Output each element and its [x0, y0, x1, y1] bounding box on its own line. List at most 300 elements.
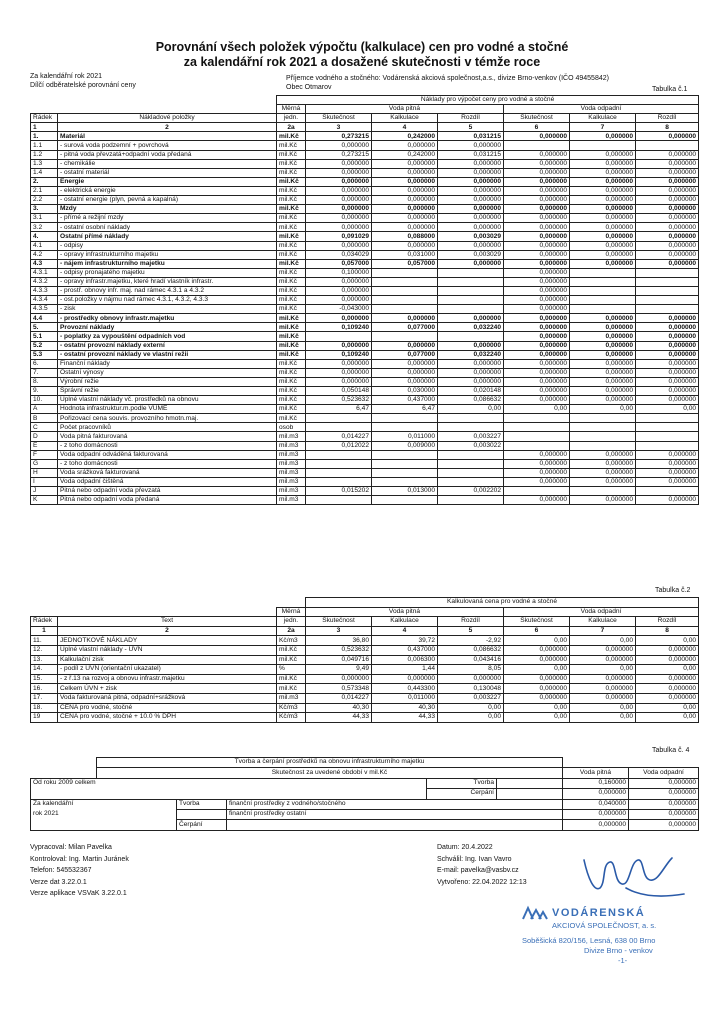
item-text: - z ř.13 na rozvoj a obnovu infrastr.majetku — [58, 674, 277, 684]
value: 0,000000 — [636, 232, 699, 241]
value: 0,000000 — [306, 168, 372, 177]
row-number: 15. — [31, 674, 58, 684]
value: 0,000000 — [438, 259, 504, 268]
unit: mil.Kč — [277, 159, 306, 168]
value: 0,000000 — [438, 674, 504, 684]
unit: mil.Kč — [277, 223, 306, 232]
item-text: CENA pro vodné, stočné + 10.0 % DPH — [58, 713, 277, 723]
row-number: 5.2 — [31, 341, 58, 350]
value — [438, 423, 504, 432]
value: 0,000000 — [438, 186, 504, 195]
value — [438, 305, 504, 314]
value: 0,088000 — [372, 232, 438, 241]
value: 0,130048 — [438, 684, 504, 694]
col-number: 5 — [438, 626, 504, 636]
value: 0,000000 — [438, 168, 504, 177]
drinking-water-header: Voda pitná — [306, 607, 504, 617]
value: 0,00 — [636, 703, 699, 713]
row-number: 10. — [31, 396, 58, 405]
value: 0,032240 — [438, 323, 504, 332]
value: 0,000000 — [504, 232, 570, 241]
value: 0,000000 — [504, 450, 570, 459]
value: 0,000000 — [570, 368, 636, 377]
value: 0,000000 — [372, 196, 438, 205]
row-number: 1.3 — [31, 159, 58, 168]
value: 0,000000 — [636, 241, 699, 250]
value — [570, 277, 636, 286]
value: 0,030000 — [372, 387, 438, 396]
unit: mil.Kč — [277, 323, 306, 332]
waste-water-header: Voda odpadní — [504, 607, 699, 617]
value — [438, 496, 504, 505]
value: 0,000000 — [629, 820, 699, 830]
value: 0,000000 — [504, 286, 570, 295]
value: 0,077000 — [372, 323, 438, 332]
value: 0,000000 — [372, 177, 438, 186]
value: 0,000000 — [504, 241, 570, 250]
table-row — [31, 286, 699, 295]
waste-water-header: Voda odpadní — [504, 105, 699, 114]
value: 0,000000 — [438, 177, 504, 186]
value: 0,00 — [570, 703, 636, 713]
value: 0,000000 — [570, 341, 636, 350]
value: 0,000000 — [563, 820, 629, 830]
company-stamp — [522, 905, 712, 966]
value: 0,00 — [636, 665, 699, 675]
value — [372, 423, 438, 432]
value: 0,050148 — [306, 387, 372, 396]
value: 6,47 — [372, 405, 438, 414]
value: 0,000000 — [636, 186, 699, 195]
value: 0,000000 — [636, 350, 699, 359]
row-number: K — [31, 496, 58, 505]
value: 0,000000 — [504, 387, 570, 396]
value — [438, 459, 504, 468]
unit: mil.Kč — [277, 168, 306, 177]
value: 0,000000 — [504, 655, 570, 665]
value: 0,000000 — [372, 141, 438, 150]
value: 0,000000 — [504, 459, 570, 468]
value — [372, 450, 438, 459]
value: 0,000000 — [629, 799, 699, 809]
col-number: 3 — [306, 123, 372, 132]
value: 0,000000 — [636, 214, 699, 223]
stamp-company-name: VODÁRENSKÁ — [552, 907, 646, 919]
unit: Kč/m3 — [277, 703, 306, 713]
table-row — [31, 459, 699, 468]
row-number: B — [31, 414, 58, 423]
table-row — [31, 441, 699, 450]
value: 0,000000 — [636, 314, 699, 323]
table-row — [31, 314, 699, 323]
difference-header: Rozdíl — [636, 114, 699, 123]
value: 0,000000 — [570, 645, 636, 655]
value: 0,020148 — [438, 387, 504, 396]
cost-table — [30, 95, 699, 505]
value: 0,091029 — [306, 232, 372, 241]
value: 0,000000 — [570, 150, 636, 159]
value: 44,33 — [372, 713, 438, 723]
row-number: 5. — [31, 323, 58, 332]
row-number: F — [31, 450, 58, 459]
value: 0,031215 — [438, 132, 504, 141]
value: 0,000000 — [563, 809, 629, 819]
unit: mil.Kč — [277, 232, 306, 241]
value — [504, 141, 570, 150]
unit: mil.m3 — [277, 450, 306, 459]
value: 0,000000 — [504, 674, 570, 684]
value: 0,000000 — [438, 214, 504, 223]
row-number: 3. — [31, 205, 58, 214]
unit: mil.Kč — [277, 305, 306, 314]
value: 0,000000 — [636, 205, 699, 214]
item-text: - prostř. obnovy infr. maj. nad rámec 4.3.1 a 4.3.2 — [58, 286, 277, 295]
table-row — [31, 468, 699, 477]
value — [636, 277, 699, 286]
item-text: - z toho domácnosti — [58, 441, 277, 450]
value — [372, 332, 438, 341]
value — [306, 414, 372, 423]
value: 0,00 — [636, 713, 699, 723]
value: 0,000000 — [570, 132, 636, 141]
unit-header-1: Měrná — [277, 607, 306, 617]
value — [504, 441, 570, 450]
table-row — [31, 196, 699, 205]
value — [570, 441, 636, 450]
checked-by: Kontroloval: Ing. Martin Juránek — [30, 855, 129, 863]
value: 0,000000 — [504, 132, 570, 141]
value: 0,077000 — [372, 350, 438, 359]
item-text: - pitná voda převzatá+odpadní voda předaná — [58, 150, 277, 159]
item-text: Správní režie — [58, 387, 277, 396]
unit: mil.m3 — [277, 693, 306, 703]
row-number: 2.1 — [31, 186, 58, 195]
value: 0,00 — [438, 405, 504, 414]
value: 0,000000 — [570, 196, 636, 205]
value: 0,000000 — [570, 359, 636, 368]
value — [636, 305, 699, 314]
value: 0,000000 — [636, 159, 699, 168]
col-number: 3 — [306, 626, 372, 636]
value: 0,00 — [504, 405, 570, 414]
row-number: 4.3 — [31, 259, 58, 268]
unit: mil.Kč — [277, 196, 306, 205]
col-number: 1 — [31, 626, 58, 636]
table-row — [31, 387, 699, 396]
item-text: Úplné vlastní náklady - ÚVN — [58, 645, 277, 655]
value: 0,000000 — [372, 368, 438, 377]
value — [438, 477, 504, 486]
value: 0,109240 — [306, 350, 372, 359]
value: 44,33 — [306, 713, 372, 723]
value: 0,000000 — [636, 468, 699, 477]
value — [636, 141, 699, 150]
value: 0,000000 — [372, 377, 438, 386]
value: 0,000000 — [372, 359, 438, 368]
value: 0,000000 — [306, 241, 372, 250]
item-text: - ostatní osobní náklady — [58, 223, 277, 232]
creation-label: Tvorba — [427, 778, 497, 788]
value: 0,057000 — [372, 259, 438, 268]
actual-header: Skutečnost — [306, 114, 372, 123]
row-number: 5.3 — [31, 350, 58, 359]
col-number: 2a — [277, 123, 306, 132]
value: 0,000000 — [306, 359, 372, 368]
value: 0,000000 — [438, 205, 504, 214]
value: 0,100000 — [306, 268, 372, 277]
row-number: 19 — [31, 713, 58, 723]
value — [372, 459, 438, 468]
value: 0,00 — [636, 636, 699, 646]
value: 0,014227 — [306, 693, 372, 703]
col-number: 4 — [372, 626, 438, 636]
difference-header: Rozdíl — [438, 617, 504, 627]
value: 0,049716 — [306, 655, 372, 665]
renewal-subcaption: Skutečnost za uvedené období v mil.Kč — [97, 768, 563, 778]
unit: mil.m3 — [277, 432, 306, 441]
value: 0,000000 — [636, 459, 699, 468]
item-text: Kalkulační zisk — [58, 655, 277, 665]
unit: mil.Kč — [277, 368, 306, 377]
difference-header: Rozdíl — [636, 617, 699, 627]
table-row — [31, 487, 699, 496]
table-1-number: Tabulka č.1 — [652, 86, 688, 93]
value — [504, 414, 570, 423]
app-version: Verze aplikace VSVaK 3.22.0.1 — [30, 890, 127, 897]
value: 0,000000 — [306, 186, 372, 195]
unit: mil.Kč — [277, 141, 306, 150]
item-text: Pitná nebo odpadní voda převzatá — [58, 487, 277, 496]
value: 0,000000 — [636, 684, 699, 694]
unit: mil.m3 — [277, 477, 306, 486]
unit: Kč/m3 — [277, 713, 306, 723]
unit: mil.Kč — [277, 332, 306, 341]
value: 0,000000 — [504, 314, 570, 323]
col-number: 7 — [570, 626, 636, 636]
value: 0,000000 — [504, 323, 570, 332]
table-row — [31, 150, 699, 159]
value: 0,000000 — [570, 387, 636, 396]
row-number: 1.1 — [31, 141, 58, 150]
value: 0,523632 — [306, 396, 372, 405]
row-number: A — [31, 405, 58, 414]
item-text: - surová voda podzemní + povrchová — [58, 141, 277, 150]
value: 0,003227 — [438, 432, 504, 441]
value: 0,000000 — [504, 214, 570, 223]
value — [570, 141, 636, 150]
unit: mil.Kč — [277, 277, 306, 286]
item-text: Výrobní režie — [58, 377, 277, 386]
row-number: 5.1 — [31, 332, 58, 341]
item-text: Počet pracovníků — [58, 423, 277, 432]
value: 0,000000 — [306, 141, 372, 150]
row-number: 16. — [31, 684, 58, 694]
item-text: Pitná nebo odpadní voda předaná — [58, 496, 277, 505]
table-row — [31, 684, 699, 694]
value: 0,000000 — [629, 789, 699, 799]
value: 0,000000 — [504, 268, 570, 277]
unit: mil.Kč — [277, 350, 306, 359]
value: 0,000000 — [306, 223, 372, 232]
value: 0,000000 — [372, 214, 438, 223]
value: 0,000000 — [306, 314, 372, 323]
item-text: Úplné vlastní náklady vč. prostředků na obnovu — [58, 396, 277, 405]
item-text: - z toho domácnosti — [58, 459, 277, 468]
item-text: Voda srážková fakturovaná — [58, 468, 277, 477]
value: 0,443300 — [372, 684, 438, 694]
unit: mil.m3 — [277, 496, 306, 505]
value: 40,30 — [306, 703, 372, 713]
calculation-header: Kalkulace — [372, 114, 438, 123]
table-row — [31, 713, 699, 723]
value: 0,000000 — [636, 332, 699, 341]
value: 0,000000 — [306, 277, 372, 286]
actual-header: Skutečnost — [504, 114, 570, 123]
table-row — [31, 232, 699, 241]
stamp-division: Divize Brno - venkov — [584, 946, 653, 955]
value: 0,000000 — [636, 323, 699, 332]
value — [636, 487, 699, 496]
item-text: - prostředky obnovy infrastr.majetku — [58, 314, 277, 323]
value: 0,057000 — [306, 259, 372, 268]
value: 0,000000 — [636, 250, 699, 259]
item-text: CENA pro vodné, stočné — [58, 703, 277, 713]
row-number: 7. — [31, 368, 58, 377]
value: 0,242000 — [372, 132, 438, 141]
unit: mil.Kč — [277, 177, 306, 186]
item-text: Provozní náklady — [58, 323, 277, 332]
table-row — [31, 350, 699, 359]
spending-label: Čerpání — [427, 789, 497, 799]
value: 0,011000 — [372, 432, 438, 441]
value: 0,000000 — [504, 368, 570, 377]
table-row — [31, 432, 699, 441]
item-text: Voda odpadní odváděná fakturovaná — [58, 450, 277, 459]
row-number: 11. — [31, 636, 58, 646]
value: 0,000000 — [372, 168, 438, 177]
item-text: Celkem ÚVN + zisk — [58, 684, 277, 694]
item-text: - opravy infrastr.majetku, které hradí vlastník infrastr. — [58, 277, 277, 286]
value: 0,000000 — [570, 693, 636, 703]
table-row — [31, 396, 699, 405]
unit: mil.Kč — [277, 132, 306, 141]
value: 0,000000 — [570, 396, 636, 405]
col-number: 8 — [636, 123, 699, 132]
water-logo-icon — [522, 905, 548, 921]
value: 0,043416 — [438, 655, 504, 665]
value: 0,242000 — [372, 150, 438, 159]
value: 0,000000 — [570, 159, 636, 168]
value: 0,000000 — [438, 223, 504, 232]
item-text: - přímé a režijní mzdy — [58, 214, 277, 223]
value — [306, 332, 372, 341]
value — [372, 496, 438, 505]
value: 9,49 — [306, 665, 372, 675]
funds-other: finanční prostředky ostatní — [227, 809, 563, 819]
table-row — [31, 323, 699, 332]
item-text: - opravy infrastrukturního majetku — [58, 250, 277, 259]
value: 0,000000 — [438, 359, 504, 368]
value: 0,000000 — [570, 314, 636, 323]
item-text: - podíl z ÚVN (orientační ukazatel) — [58, 665, 277, 675]
row-number: 4.2 — [31, 250, 58, 259]
value — [570, 296, 636, 305]
unit: osob — [277, 423, 306, 432]
value — [372, 296, 438, 305]
item-text: - elektrická energie — [58, 186, 277, 195]
value: 0,000000 — [306, 368, 372, 377]
unit: mil.Kč — [277, 396, 306, 405]
email: E-mail: pavelka@vasbv.cz — [437, 867, 519, 874]
row-number: 13. — [31, 655, 58, 665]
value: 0,000000 — [438, 377, 504, 386]
value: 0,002202 — [438, 487, 504, 496]
drinking-water-header: Voda pitná — [306, 105, 504, 114]
value: 0,000000 — [372, 314, 438, 323]
value: 0,000000 — [372, 159, 438, 168]
row-number: 1.2 — [31, 150, 58, 159]
value: 0,000000 — [504, 159, 570, 168]
value: 0,000000 — [636, 693, 699, 703]
value: 0,000000 — [504, 277, 570, 286]
unit: mil.Kč — [277, 684, 306, 694]
value: 0,00 — [438, 713, 504, 723]
value: 0,000000 — [636, 196, 699, 205]
table-row — [31, 186, 699, 195]
value — [306, 468, 372, 477]
table-row — [31, 636, 699, 646]
row-number: C — [31, 423, 58, 432]
table-row — [31, 405, 699, 414]
data-version: Verze dat 3.22.0.1 — [30, 878, 87, 886]
table-row — [31, 477, 699, 486]
value: 0,003029 — [438, 232, 504, 241]
unit: mil.Kč — [277, 674, 306, 684]
unit: mil.m3 — [277, 487, 306, 496]
approved-by: Schválil: Ing. Ivan Vavro — [437, 855, 512, 863]
value: 0,013000 — [372, 487, 438, 496]
value — [504, 432, 570, 441]
value: 0,009000 — [372, 441, 438, 450]
item-text: Materiál — [58, 132, 277, 141]
table-row — [31, 655, 699, 665]
row-number: D — [31, 432, 58, 441]
value: 0,000000 — [636, 377, 699, 386]
value: 0,00 — [570, 665, 636, 675]
table-row — [31, 205, 699, 214]
prepared-by: Vypracoval: Milan Pavelka — [30, 844, 112, 851]
value: -0,043000 — [306, 305, 372, 314]
value: 0,00 — [438, 703, 504, 713]
item-text: Mzdy — [58, 205, 277, 214]
table-row — [31, 414, 699, 423]
value — [636, 286, 699, 295]
value: 0,273215 — [306, 150, 372, 159]
value: 0,000000 — [504, 359, 570, 368]
calculation-header: Kalkulace — [570, 114, 636, 123]
cost-table-caption: Náklady pro výpočet ceny pro vodné a stočné — [277, 96, 699, 105]
value: 0,000000 — [504, 150, 570, 159]
row-number: 1.4 — [31, 168, 58, 177]
value: 0,000000 — [570, 223, 636, 232]
item-text: Voda odpadní čištěná — [58, 477, 277, 486]
renewal-caption: Tvorba a čerpání prostředků na obnovu infrastrukturního majetku — [97, 758, 563, 768]
value: 0,000000 — [636, 496, 699, 505]
value: 40,30 — [372, 703, 438, 713]
value: 0,000000 — [570, 232, 636, 241]
value — [570, 305, 636, 314]
value: 0,000000 — [636, 450, 699, 459]
